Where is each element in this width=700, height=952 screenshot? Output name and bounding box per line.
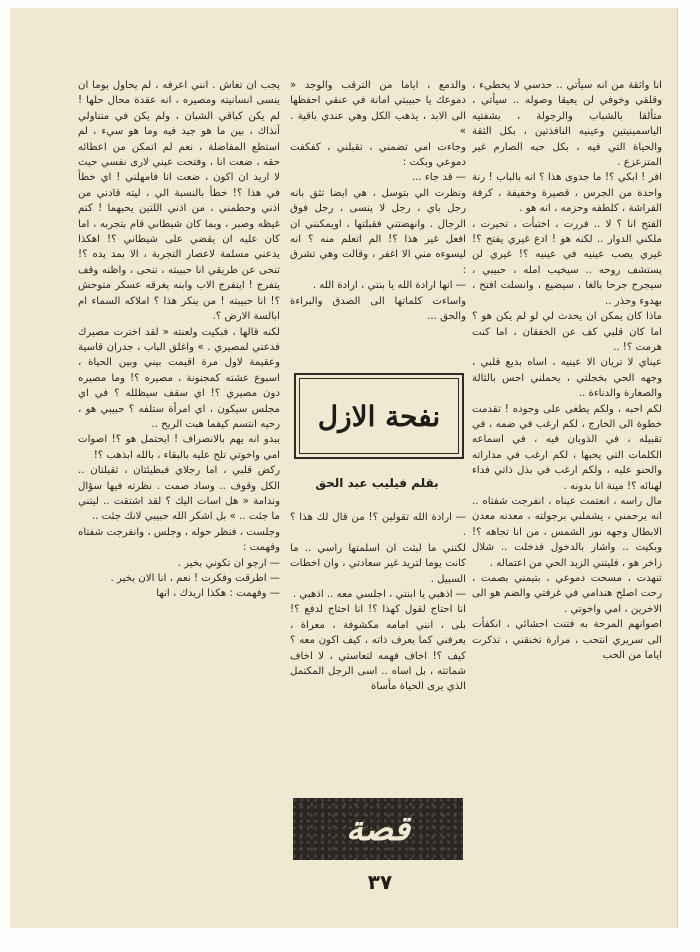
paragraph: — ارجو ان تكوني بخير . <box>177 557 280 569</box>
paragraph: وجلست ، فنظر حوله ، وجلس ، وانفرجت شفتاه وفهمت : <box>78 526 280 554</box>
story-section-label <box>293 798 463 860</box>
paragraph: افر ! ابكي ؟! ما جدوى هذا ؟ انه بالباب ! رنة واحدة من الجرس ، قصيرة وخفيفة ، كرفة الفراشة ، كلطفه وحزمه ، انه هو . <box>472 172 662 215</box>
paragraph: يجب ان تعاش . انني اعرفه ، لم يحاول يوما ان ينسى انسانيته ومصيره ، انه عقدة محال حلها ! لم يكن كباقي الشبان ، ولم يكن في متناولي آنذاك ، بين ما هو جيد فيه وما هو سيء ، لم استطع المفاضلة ، نعم لم اتمكن من اعطائه حقه ، ضعت انا ، وفتحت عيني لارى نفسي حيث لا اريد ان اكون ، ضعت انا فامهلني ! اي خطأ في هذا ؟! خطأ بالنسبة الي ، ليته قادني من اذني وحطمني ، من اذني اللتين يحبهما ! كتم غيظه وصبر ، وبما كان شيطاني قام بتجربه ، اما كان عليه ان يقضي على شيطاني ؟! اهكذا يدعني مسلمة لاعصار التجربة ، الا بمد يده ؟! تنحى عن طريقي انا حبيبته ، تنحى ، واظنه وقف يتفرج ! اينفرج الاب وابنه يغرقه عسكر متوحش ؟! انا حبيبته ! من ينكر هذا ؟ املاكه السماء ام ابالسة الارض ؟. <box>78 80 280 323</box>
paragraph: اصوانهم المرحة به فتنت احشائي ، انكفأت الى سريري انتحب ، مرارة تخنقني ، تذكرت اياما من الحب <box>472 619 662 662</box>
article-title: نفحة الازل <box>317 399 441 433</box>
paragraph: لكنني ما لبثت ان اسلمتها راسي .. ما كانت يوما لتريد غير سعادتي ، وان اخطات السبيل . <box>290 542 466 585</box>
paragraph: — انها ارادة الله يا بنتي ، ارادة الله . <box>312 280 466 292</box>
story-label-text: قصة <box>346 809 410 849</box>
paragraph: — ارادة الله تقولين ؟! من قال لك هذا ؟ . <box>290 512 466 539</box>
paragraph: واساءت كلماتها الى الصدق والبراءة والحق ... <box>290 295 466 323</box>
paragraph: لكم احبه ، ولكم يطغى على وجوده ! تقدمت خطوة الى الخارج ، لكم ارغب في ضمه ، في تقبيله ، في الذوبان فيه ، في اسماعه الكلمات التي يحبها ، لكم ارغب في مداراته والحنو عليه ، ولكم ارغب في بذل ذاتي فداء لهنائه ؟! مينة انا بدونه . <box>472 403 662 492</box>
text-column-left <box>78 78 280 858</box>
paragraph: ركض قلبي ، اما رجلاي فبطيئتان ، ثقيلتان .. الكل وقوف .. وساد صمت . نظرته فيها سؤال وندامة « هل اسات اليك ؟ لقد اشتقت .. ليتني ما جئت .. » بل اشكر الله حبيبي لانك جئت .. <box>78 465 280 523</box>
article-title-box <box>294 373 464 459</box>
paragraph: تنهدت ، مسحت دموعي ، بتيمني بصمت ، رحت اصلح هندامي في غرفتي والضم هو الى الاخرين ، امي واخوتي . <box>472 573 662 615</box>
paragraph: — قد جاء ... <box>411 172 466 184</box>
paragraph: مال راسه ، انعتمت عيناه ، انفرجت شفتاه .. انه يرحمني ، يشملني برجولته ، معدنه معدن الابطال وجهه نور الشمس ، من انا تجاهه ؟! وبكيت .. واشار بالدخول فدخلت .. شلال زاخر هو ، فليتني الزبد الحي من اعتماله . <box>472 495 662 569</box>
paragraph: ماذا كان يمكن ان يحدث لي لو لم يكن هو ؟ اما كان قلبي كف عن الخفقان ، اما كنت هرمت ؟! .. <box>472 311 662 353</box>
paragraph: — وفهمت : هكذا اريدك ، انها <box>156 588 280 600</box>
text-column-middle-bottom <box>290 510 466 772</box>
paragraph: والدمع ، اياما من الترقب والوجد « دموعك يا حبيبتي امانة في عنقي احفظها الى الابد ، يذهب الكل وهي عندي باقية . » <box>290 80 466 138</box>
paragraph: يبدو انه يهم بالانصراف ! ايحتمل هو ؟! اصوات امي واخوتي تلح عليه بالبقاء ، بالله ابذهب ؟! <box>78 434 280 461</box>
paragraph: وجاءت امي تضمني ، تقبلني ، كفكفت دموعي وبكت : <box>290 141 466 169</box>
text-column-middle-top <box>290 78 466 363</box>
magazine-page <box>10 8 678 928</box>
text-column-right <box>472 78 662 863</box>
paragraph: الفتح انا ؟ لا .. فررت ، اختبأت ، تحيرت ، ملكني الدوار .. لكنه هو ! ادع غيري يفتح ؟! غيري يصب عينيه في عينيه ؟! غيري لن يستشف روحه .. سيخيب امله ، حبيبي ، سيجرح جرحا بالغا ، سيضيع ، وانسلت افتح ، بهدوء وحذر .. <box>472 218 662 307</box>
paragraph: عيناي لا تريان الا عينيه ، اساه بديع قلبي ، وجهه الحي بخجلتي ، يحملني احس بالثالة والصغارة والدناءة .. <box>472 357 662 400</box>
author-byline: بقلم فيليب عبد الحق <box>315 476 439 490</box>
paragraph: ونظرت الي بتوسل ، هي ايضا تثق بانه رجل باي ، رجل لا ينسى ، رجل فوق الرجال . وانهضتني فقبلتها ، اويمكنني ان افعل غير هذا ؟! الم اتعلم منه ؟ انه ليسوءه مني الا اغفر ، وقالت وهي تشرق : <box>290 187 466 276</box>
paragraph: انا واثقة من انه سيأتي .. حدسي لا يخطيء ، وقلقي وخوفي لن يعيقا وصوله .. سيأتي ، متألقا بالشباب والرجولة ، بشفتيه الياسمينيتين وعينيه النافذتين ، بكل الثقة والحياة التي فيه ، بكل حبه الصارم غير المتزعزع . <box>472 80 662 169</box>
paragraph: — اطرقت وفكرت ! نعم ، انا الان بخير . <box>110 573 280 584</box>
paragraph: لكنه قالها ، فبكيت ولعنته « لقد اخترت مصيرك فدعني لمصيري . » واغلق الباب ، جدران قاسية وعقيمة لاول مرة اقيمت بيني وبين الحياة ، اسبوع عشته كمجنونة ، مصيره ؟! وما مصيره دون مصيري ؟! اي سقف سيظلله ؟ في اي مجلس سيكون ، اي امرأة ستلفه ؟ حبيبي هو ، رحيه انتسم كيفما هبت الريح .. <box>78 326 280 430</box>
paragraph: — اذهبي يا ابنتي ، اجلسي معه .. اذهبي . <box>292 589 466 601</box>
paragraph: انا احتاج لقول كهذا ؟! انا احتاج لدفع ؟! بلى ، انني امامه مكشوفة ، معراة ، يعرفني كما يعرف ذاته ، كيف اكون معه ؟ كيف ؟! اخاف فهمه لتعاستي ، لا اخاف شماتته ، بل اساه .. اسى الرجل المكتمل الذي يرى الحياة مأساة <box>290 604 466 693</box>
page-number: ٣٧ <box>367 870 393 894</box>
